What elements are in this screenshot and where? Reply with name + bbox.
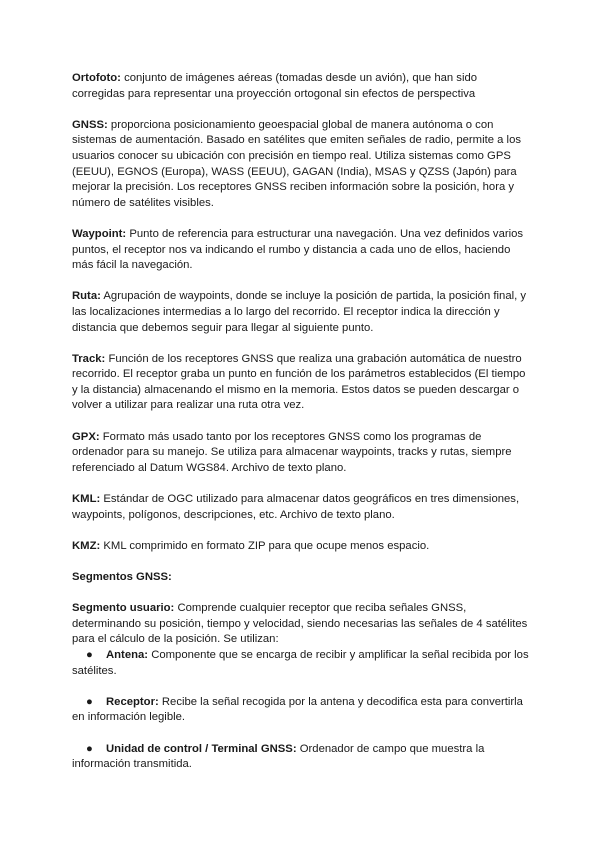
term: Ortofoto: [72, 72, 121, 84]
bullet-icon: ● [86, 742, 93, 755]
definition-gpx [72, 430, 532, 477]
heading-text: Segmentos GNSS: [72, 571, 172, 583]
bullet-icon: ● [86, 695, 93, 708]
definition-text: KML comprimido en formato ZIP para que ocupe menos espacio. [103, 539, 430, 552]
definition-waypoint [72, 227, 532, 274]
term: GNSS: [72, 118, 108, 131]
bullet-icon: ● [86, 648, 93, 661]
definition-ruta [72, 289, 532, 336]
term: GPX: [72, 430, 100, 443]
definition-ortofoto [72, 71, 532, 102]
term: Waypoint: [72, 227, 127, 240]
user-segment-paragraph [72, 601, 532, 648]
term: Ruta: [72, 290, 101, 303]
term: Segmento usuario: [72, 602, 175, 615]
definition-text: Formato más usado tanto por los receptores GNSS como los programas de ordenador para su manejo. Se utiliza para almacenar waypoints, tracks y rutas, siempre referenciado al Datum WGS84. Archivo de texto plano. [72, 430, 512, 474]
definition-text: Función de los receptores GNSS que realiza una grabación automática de nuestro recorrido. El receptor graba un punto en función de los parámetros establecidos (El tiempo y la distancia) almacenando el mismo en la memoria. Estos datos se pueden descargar o volver a utilizar para realizar una ruta otra vez. [72, 352, 526, 412]
term: Unidad de control / Terminal GNSS: [106, 742, 297, 755]
item-text: Ordenador de campo que muestra la información transmitida. [72, 742, 485, 771]
list-item-unidad-control [72, 742, 532, 773]
definition-kmz [72, 539, 532, 555]
term: KML: [72, 493, 101, 506]
term: KMZ: [72, 539, 101, 552]
term: Receptor: [106, 695, 159, 708]
item-text: Recibe la señal recogida por la antena y decodifica esta para convertirla en información legible. [72, 695, 523, 724]
list-item-antena [72, 648, 532, 679]
definition-text: Agrupación de waypoints, donde se incluye la posición de partida, la posición final, y las localizaciones intermedias a lo largo del recorrido. El receptor indica la dirección y distancia que debemos seguir para llegar al siguiente punto. [72, 290, 527, 334]
definition-text: proporciona posicionamiento geoespacial global de manera autónoma o con sistemas de aumentación. Basado en satélites que emiten señales de radio, permite a los usuarios conocer su ubicación con precisión en tiempo real. Utiliza sistemas como GPS (EEUU), EGNOS (Europa), WASS (EEUU), GAGAN (India), MSAS y QZSS (Japón) para mejorar la precisión. Los receptores GNSS reciben información sobre la posición, hora y número de satélites visibles. [72, 118, 521, 209]
definition-kml [72, 492, 532, 523]
term: Antena: [106, 648, 149, 661]
item-text: Componente que se encarga de recibir y amplificar la señal recibida por los satélites. [72, 648, 529, 677]
definition-text: conjunto de imágenes aéreas (tomadas desde un avión), que han sido corregidas para representar una proyección ortogonal sin efectos de perspectiva [72, 72, 478, 100]
definition-gnss [72, 118, 532, 212]
document-page [72, 71, 532, 773]
section-heading [72, 570, 532, 586]
definition-text: Punto de referencia para estructurar una navegación. Una vez definidos varios puntos, el receptor nos va indicando el rumbo y distancia a cada uno de ellos, haciendo más fácil la navegación. [72, 227, 524, 272]
term: Track: [72, 352, 106, 365]
definition-text: Comprende cualquier receptor que reciba señales GNSS, determinando su posición, tiempo y velocidad, siendo necesarias las señales de 4 satélites para el cálculo de la posición. Se utilizan: [72, 602, 528, 646]
definition-track [72, 352, 532, 414]
list-item-receptor [72, 695, 532, 726]
definition-text: Estándar de OGC utilizado para almacenar datos geográficos en tres dimensiones, waypoints, polígonos, descripciones, etc. Archivo de texto plano. [72, 493, 520, 521]
